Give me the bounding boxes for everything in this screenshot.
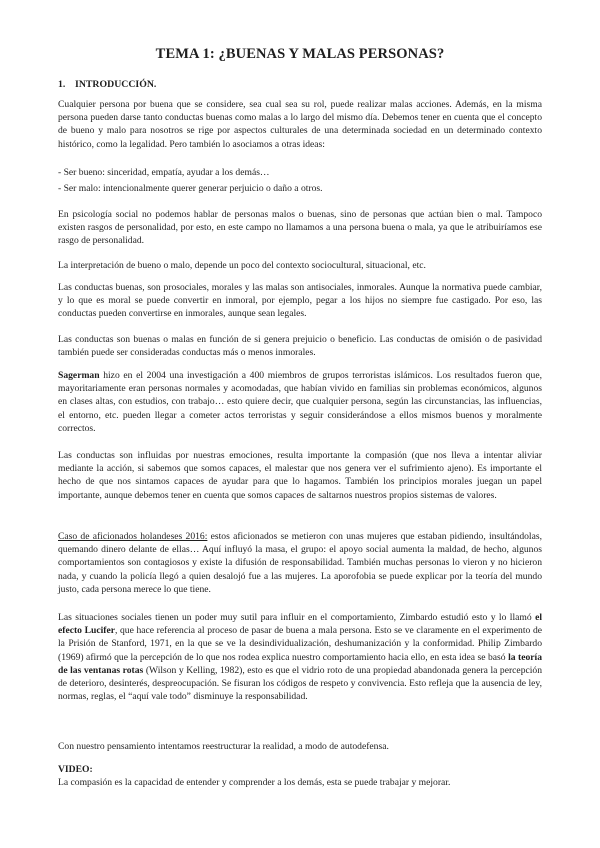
bullet-list (58, 166, 542, 195)
sagerman-text: hizo en el 2004 una investigación a 400 miembros de grupos terroristas islámicos. Los resultados fueron que, mayoritariamente eran personas normales y acomodadas, que habían vivido en familias sin problemas económicos, algunos en clases altas, con estudios, con trabajo… esto quiere decir, que cualquier persona, según las circunstancias, las influencias, el entorno, etc. pueden llegar a cometer actos terroristas y seguir considerándose a ellos mismos buenos y moralmente correctos. (58, 370, 542, 434)
section-heading (58, 78, 156, 91)
lucifer-effect-bold: el efecto Lucifer (58, 612, 542, 637)
page-title: TEMA 1: ¿BUENAS Y MALAS PERSONAS? (155, 46, 445, 62)
zimbardo-text-c: , que hace referencia al proceso de pasar de buena a mala persona. Esto se ve claramente en el experimento de la Prisión de Stanford, 1971, en la que se ve la desindividualización, deshumanización y la conformidad. Philip Zimbardo (1969) afirmó que la percepción de lo que nos rodea explica nuestro comportamiento hacia ello, en esta idea se basó (58, 625, 542, 663)
paragraph-zimbardo (58, 611, 542, 703)
paragraph-emotions: Las conductas son influidas por nuestras emociones, resulta importante la compasión (que nos lleva a intentar aliviar mediante la acción, si sabemos que somos capaces, el malestar que nos genera ver el sufrimiento ajeno). Es importante el hecho de que nos sintamos capaces de ayudar para que lo hagamos. También los principios morales juegan un papel importante, aunque debemos tener en cuenta que somos capaces de saltarnos nuestros propios sistemas de valores. (58, 450, 542, 501)
paragraph-psychology: En psicología social no podemos hablar de personas malos o buenas, sino de personas que actúan bien o mal. Tampoco existen rasgos de personalidad, por esto, en este campo no llamamos a una persona buena o mala, ya que le atribuiríamos ese rasgo de personalidad. (58, 209, 542, 247)
broken-windows-bold: la teoría de las ventanas rotas (58, 651, 542, 676)
zimbardo-text-e: (Wilson y Kelling, 1982), esto es que el vidrio roto de una propiedad abandonada genera la percepción de deterioro, desinterés, despreocupación. Se fisuran los códigos de respeto y convivencia. Esto refleja que la ausencia de ley, normas, reglas, el “aquí vale todo” disminuye la responsabilidad. (58, 664, 543, 703)
case-title: Caso de aficionados holandeses 2016: (58, 531, 208, 542)
paragraph-conducts: Las conductas buenas, son prosociales, morales y las malas son antisociales, inmorales. Aunque la normativa puede cambiar, y lo que es moral se puede convertir en inmoral, por ejemplo, pegar a los hijos no siempre fue castigado. Por eso, las conductas pueden convertirse en inmorales, aunque sean legales. (58, 282, 542, 320)
list-item: - Ser bueno: sinceridad, empatía, ayudar a los demás… (58, 167, 270, 178)
paragraph-sagerman (58, 369, 542, 435)
sagerman-bold: Sagerman (58, 370, 100, 381)
section-label: INTRODUCCIÓN. (75, 79, 157, 90)
video-heading: VIDEO: (58, 764, 93, 775)
video-text: La compasión es la capacidad de entender y comprender a los demás, esta se puede trabajar y mejorar. (58, 777, 451, 789)
video-section (58, 763, 542, 789)
list-item: - Ser malo: intencionalmente querer generar perjuicio o daño a otros. (58, 183, 323, 195)
zimbardo-text-a: Las situaciones sociales tienen un poder muy sutil para influir en el comportamiento, Zimbardo estudió esto y lo llamó (58, 612, 536, 623)
paragraph-interpretation: La interpretación de bueno o malo, depende un poco del contexto sociocultural, situacional, etc. (58, 260, 426, 271)
case-text: estos aficionados se metieron con unas mujeres que estaban pidiendo, insultándolas, quemando dinero delante de ellas… Aquí influyó la masa, el grupo: el apoyo social aumenta la maldad, de hecho, algunos comportamientos son contagiosos y existe la difusión de responsabilidad. También muchas personas lo vieron y no hicieron nada, y cuando la policía llegó a quien desalojó fue a las mujeres. La aporofobia se puede explicar por la teoría del mundo justo, cada persona merece lo que tiene. (58, 531, 542, 595)
paragraph-omission: Las conductas son buenas o malas en función de si genera prejuicio o beneficio. Las conductas de omisión o de pasividad también puede ser consideradas conductas más o menos inmorales. (58, 334, 542, 359)
paragraph-self-defense: Con nuestro pensamiento intentamos reestructurar la realidad, a modo de autodefensa. (58, 741, 389, 752)
paragraph-dutch-case (58, 530, 542, 596)
section-number: 1. (58, 79, 66, 90)
paragraph-intro: Cualquier persona por buena que se considere, sea cual sea su rol, puede realizar malas acciones. Además, en la misma persona pueden darse tanto conductas buenas como malas a lo largo del mismo día. Debemos tener en cuenta que el concepto de bueno y malo para nosotros se rige por aspectos culturales de una determinada sociedad en un determinado contexto histórico, como la legalidad. Pero también lo asociamos a otras ideas: (58, 99, 542, 150)
